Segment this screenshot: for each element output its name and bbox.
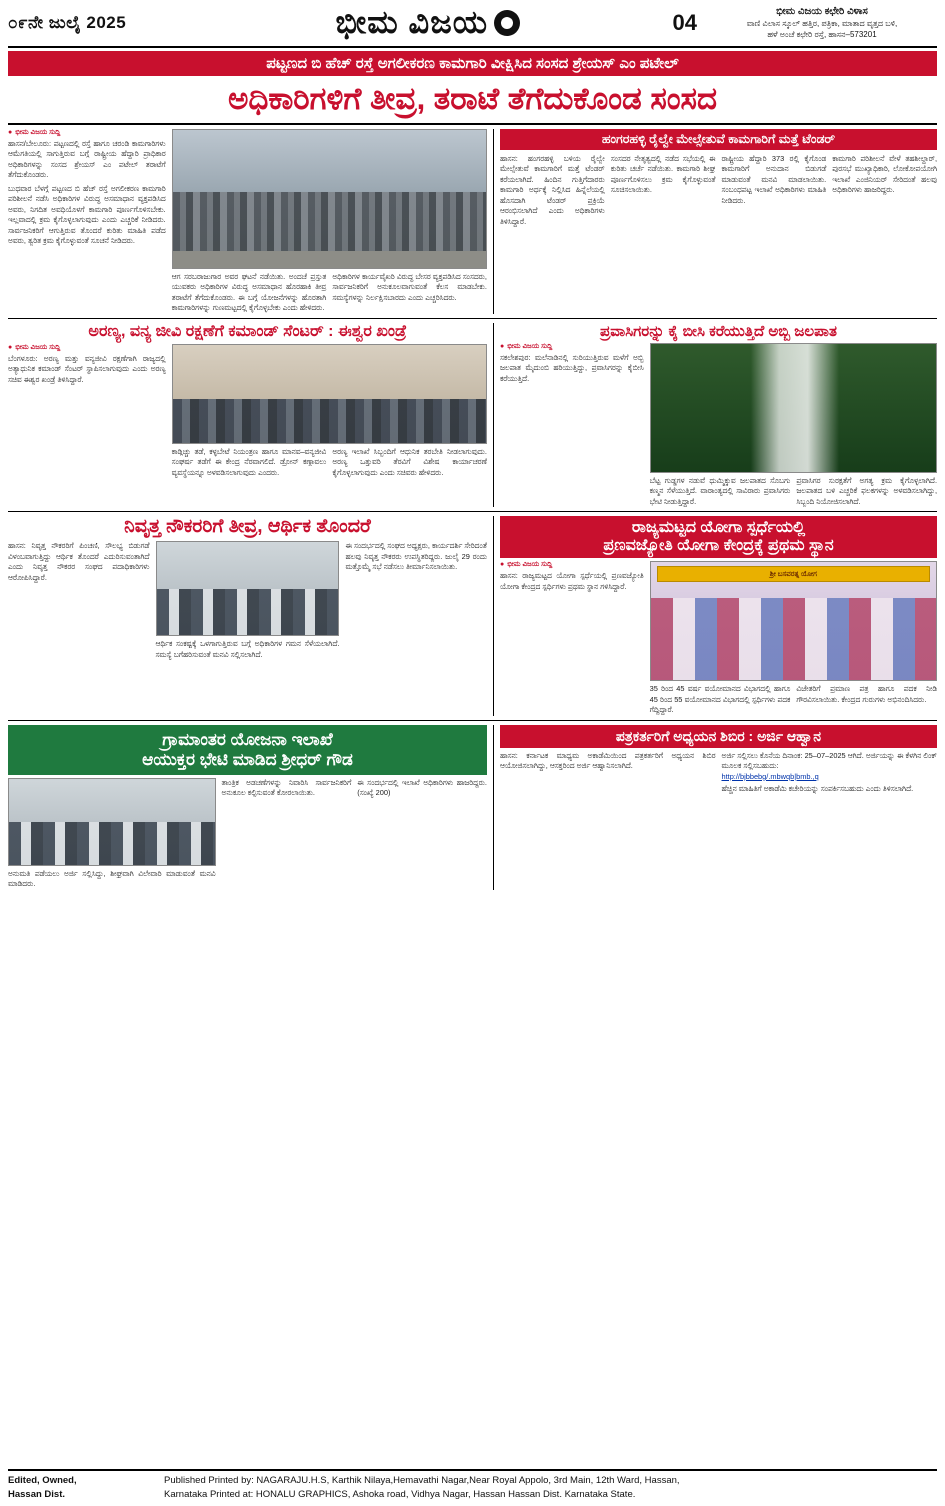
logo-icon (494, 10, 520, 36)
yoga-byline: ● ಭೀಮ ವಿಜಯ ಸುದ್ದಿ (500, 561, 644, 569)
yoga-para-2: 35 ರಿಂದ 45 ವರ್ಷ ವಯೋಮಾನದ ವಿಭಾಗದಲ್ಲಿ ಹಾಗೂ 45 ರಿಂದ 55 ವಯೋಮಾನದ ವಿಭಾಗದಲ್ಲಿ ಸ್ಪರ್ಧಿಗಳು ಪದಕ ಗೆದ್ದಿದ್ದಾರೆ. (649, 684, 791, 715)
footer-left (8, 1474, 158, 1503)
page-number: 04 (672, 10, 697, 35)
falls-col-1 (500, 343, 644, 508)
pension-para-2: ಆರ್ಥಿಕ ಸಂಕಷ್ಟಕ್ಕೆ ಒಳಗಾಗುತ್ತಿರುವ ಬಗ್ಗೆ ಅಧಿಕಾರಿಗಳ ಗಮನ ಸೆಳೆಯಲಾಗಿದೆ. ಸಮಸ್ಯೆ ಬಗೆಹರಿಸುವಂತೆ ಮನವಿ ಸಲ್ಲಿಸಲಾಗಿದೆ. (155, 639, 340, 659)
forest-title: ಅರಣ್ಯ, ವನ್ಯ ಜೀವಿ ರಕ್ಷಣೆಗೆ ಕಮಾಂಡ್ ಸೆಂಟರ್ : ಈಶ್ವರ ಖಂಡ್ರೆ (88, 322, 407, 340)
journalist-para-3: ಹೆಚ್ಚಿನ ಮಾಹಿತಿಗೆ ಅಕಾಡೆಮಿ ಕಚೇರಿಯನ್ನು ಸಂಪರ್ಕಿಸಬಹುದು ಎಂದು ತಿಳಿಸಲಾಗಿದೆ. (721, 784, 914, 794)
rail-para-1: ಹಾಸನ: ಹಂಗರಹಳ್ಳಿ ಬಳಿಯ ರೈಲ್ವೇ ಮೇಲ್ಸೇತುವೆ ಕಾಮಗಾರಿಗೆ ಮತ್ತೆ ಟೆಂಡರ್ ಕರೆಯಲಾಗಿದೆ. ಹಿಂದಿನ ಗುತ್ತಿಗೆದಾರರು ಕಾಮಗಾರಿ ಅರ್ಧಕ್ಕೆ ನಿಲ್ಲಿಸಿದ ಹಿನ್ನೆಲೆಯಲ್ಲಿ ಹೊಸದಾಗಿ ಟೆಂಡರ್ ಪ್ರಕ್ರಿಯೆ ಆರಂಭಿಸಲಾಗಿದೆ ಎಂದು ಅಧಿಕಾರಿಗಳು ತಿಳಿಸಿದ್ದಾರೆ. (499, 153, 605, 226)
footer-line-1: Published Printed by: NAGARAJU.H.S, Karthik Nilaya,Hemavathi Nagar,Near Royal Appolo, 3rd Main, 12th Ward, Hassan, (164, 1474, 680, 1486)
yoga-photo-banner: ಶ್ರೀ ಬಸವರತ್ನ ಯೋಗ (657, 566, 930, 582)
yoga-para-3: ವಿಜೇತರಿಗೆ ಪ್ರಮಾಣ ಪತ್ರ ಹಾಗೂ ಪದಕ ನೀಡಿ ಗೌರವಿಸಲಾಯಿತು. ಕೇಂದ್ರದ ಗುರುಗಳು ಅಭಿನಂದಿಸಿದರು. (796, 684, 938, 704)
pension-story (8, 516, 487, 716)
forest-col-1 (8, 344, 166, 479)
rural-photo (8, 778, 216, 866)
divider-1 (8, 318, 937, 319)
divider-3 (8, 720, 937, 721)
rural-para-2: ತಾಂತ್ರಿಕ ಅಡಚಣೆಗಳನ್ನು ನಿವಾರಿಸಿ ಸಾರ್ವಜನಿಕರಿಗೆ ಅನುಕೂಲ ಕಲ್ಪಿಸುವಂತೆ ಕೋರಲಾಯಿತು. (221, 777, 352, 798)
forest-para-2: ಕಾಡ್ಗಿಚ್ಚು ತಡೆ, ಕಳ್ಳಬೇಟೆ ನಿಯಂತ್ರಣ ಹಾಗೂ ಮಾನವ–ವನ್ಯಜೀವಿ ಸಂಘರ್ಷ ತಡೆಗೆ ಈ ಕೇಂದ್ರ ನೆರವಾಗಲಿದೆ. ಡ್ರೋನ್ ಕಣ್ಗಾವಲು ವ್ಯವಸ್ಥೆಯನ್ನೂ ಅಳವಡಿಸಲಾಗುವುದು ಎಂದರು. (171, 446, 327, 477)
lead-story-columns (8, 129, 487, 314)
rail-para-4: ಕಾಮಗಾರಿ ಪರಿಶೀಲನೆ ವೇಳೆ ತಹಶೀಲ್ದಾರ್, ಪುರಸಭೆ ಮುಖ್ಯಾಧಿಕಾರಿ, ಲೋಕೋಪಯೋಗಿ ಇಲಾಖೆ ಎಂಜಿನಿಯರ್ ಸೇರಿದಂತೆ ಹಲವು ಅಧಿಕಾರಿಗಳು ಹಾಜರಿದ್ದರು. (832, 153, 938, 195)
office-address (707, 5, 937, 40)
journalist-story (493, 725, 937, 890)
yoga-col-1 (500, 561, 644, 716)
footer-left-line1: Edited, Owned, (8, 1474, 77, 1486)
falls-para-3: ಪ್ರವಾಸಿಗರ ಸುರಕ್ಷತೆಗೆ ಅಗತ್ಯ ಕ್ರಮ ಕೈಗೊಳ್ಳಲಾಗಿದೆ. ಜಲಪಾತದ ಬಳಿ ಎಚ್ಚರಿಕೆ ಫಲಕಗಳನ್ನು ಅಳವಡಿಸಲಾಗಿದ್ದು, ಸಿಬ್ಬಂದಿ ನಿಯೋಜಿಸಲಾಗಿದೆ. (796, 475, 938, 506)
rural-photo-col (8, 778, 216, 890)
application-link[interactable]: http://bjbbebg/.mbwqb|bmb.,q (721, 771, 819, 781)
forest-para-1: ಬೆಂಗಳೂರು: ಅರಣ್ಯ ಮತ್ತು ವನ್ಯಜೀವಿ ರಕ್ಷಣೆಗಾಗಿ ರಾಜ್ಯದಲ್ಲಿ ಅತ್ಯಾಧುನಿಕ ಕಮಾಂಡ್ ಸೆಂಟರ್ ಸ್ಥಾಪಿಸಲಾಗುವುದು ಎಂದು ಅರಣ್ಯ ಸಚಿವ ಈಶ್ವರ ಖಂಡ್ರೆ ತಿಳಿಸಿದ್ದಾರೆ. (8, 353, 166, 384)
forest-story (8, 323, 487, 508)
yoga-title-line1: ರಾಜ್ಯಮಟ್ಟದ ಯೋಗಾ ಸ್ಪರ್ಧೆಯಲ್ಲಿ (631, 519, 806, 537)
rural-para-1: ಅನುಮತಿ ಪಡೆಯಲು ಅರ್ಜಿ ಸಲ್ಲಿಸಿದ್ದು, ಶೀಘ್ರವಾಗಿ ವಿಲೇವಾರಿ ಮಾಡುವಂತೆ ಮನವಿ ಮಾಡಿದರು. (8, 868, 216, 889)
lead-photo-col (172, 129, 487, 314)
pension-para-1: ಹಾಸನ: ನಿವೃತ್ತ ನೌಕರರಿಗೆ ಪಿಂಚಣಿ, ಸೌಲಭ್ಯ ಬಿಡುಗಡೆ ವಿಳಂಬವಾಗುತ್ತಿದ್ದು ಆರ್ಥಿಕ ತೊಂದರೆ ಎದುರಿಸುವಂತಾಗಿದೆ ಎಂದು ನಿವೃತ್ತ ನೌಕರರ ಸಂಘದ ಪದಾಧಿಕಾರಿಗಳು ಆರೋಪಿಸಿದ್ದಾರೆ. (8, 541, 150, 582)
page-footer (8, 1469, 937, 1503)
rail-para-2: ಸಂಸದರ ನೇತೃತ್ವದಲ್ಲಿ ನಡೆದ ಸಭೆಯಲ್ಲಿ ಈ ಕುರಿತು ಚರ್ಚೆ ನಡೆಯಿತು. ಕಾಮಗಾರಿ ಶೀಘ್ರ ಪೂರ್ಣಗೊಳಿಸಲು ಕ್ರಮ ಕೈಗೊಳ್ಳುವಂತೆ ಸೂಚಿಸಲಾಯಿತು. (610, 153, 716, 195)
pension-photo (156, 541, 340, 636)
forest-photo (172, 344, 487, 444)
yoga-para-1: ಹಾಸನ: ರಾಜ್ಯಮಟ್ಟದ ಯೋಗಾ ಸ್ಪರ್ಧೆಯಲ್ಲಿ ಪ್ರಣವಜ್ಯೋತಿ ಯೋಗಾ ಕೇಂದ್ರದ ಸ್ಪರ್ಧಿಗಳು ಪ್ರಥಮ ಸ್ಥಾನ ಗಳಿಸಿದ್ದಾರೆ. (499, 571, 644, 591)
footer-line-2: Karnataka Printed at: HONALU GRAPHICS, Ashoka road, Vidhya Nagar, Hassan Hassan Dist. Karnataka State. (164, 1488, 636, 1500)
forest-photo-col (172, 344, 487, 479)
yoga-title-line2: ಪ್ರಣವಜ್ಯೋತಿ ಯೋಗಾ ಕೇಂದ್ರಕ್ಕೆ ಪ್ರಥಮ ಸ್ಥಾನ (603, 537, 834, 555)
lead-story (8, 129, 487, 314)
top-section (8, 129, 937, 314)
rural-title-line2: ಆಯುಕ್ತರ ಭೇಟಿ ಮಾಡಿದ ಶ್ರೀಧರ್ ಗೌಡ (142, 749, 353, 769)
rural-story (8, 725, 487, 890)
rail-story (493, 129, 937, 314)
pension-title: ನಿವೃತ್ತ ನೌಕರರಿಗೆ ತೀವ್ರ, ಆರ್ಥಿಕ ತೊಂದರೆ (124, 516, 371, 538)
bottom-section (8, 725, 937, 890)
pension-para-3: ಈ ಸಂದರ್ಭದಲ್ಲಿ ಸಂಘದ ಅಧ್ಯಕ್ಷರು, ಕಾರ್ಯದರ್ಶಿ ಸೇರಿದಂತೆ ಹಲವು ನಿವೃತ್ತ ನೌಕರರು ಉಪಸ್ಥಿತರಿದ್ದರು. ಜುಲೈ 29 ರಂದು ಮತ್ತೊಮ್ಮೆ ಸಭೆ ನಡೆಸಲು ತೀರ್ಮಾನಿಸಲಾಯಿತು. (345, 541, 487, 572)
rural-para-3: ಈ ಸಂದರ್ಭದಲ್ಲಿ ಇಲಾಖೆ ಅಧಿಕಾರಿಗಳು ಹಾಜರಿದ್ದರು. (ಸಂಖ್ಯೆ 200) (357, 777, 487, 798)
falls-para-1: ಸಕಲೇಶಪುರ: ಮಲೆನಾಡಿನಲ್ಲಿ ಸುರಿಯುತ್ತಿರುವ ಮಳೆಗೆ ಅಬ್ಬಿ ಜಲಪಾತ ಮೈದುಂಬಿ ಹರಿಯುತ್ತಿದ್ದು, ಪ್ರವಾಸಿಗರನ್ನು ಕೈಬೀಸಿ ಕರೆಯುತ್ತಿದೆ. (499, 352, 644, 383)
lead-para-1: ಹಾಸನ/ಬೇಲೂರು: ಪಟ್ಟಣದಲ್ಲಿ ರಸ್ತೆ ಹಾಗೂ ಚರಂಡಿ ಕಾಮಗಾರಿಗಳು ಆಮೆಗತಿಯಲ್ಲಿ ಸಾಗುತ್ತಿರುವ ಬಗ್ಗೆ ರಾಷ್ಟ್ರೀಯ ಹೆದ್ದಾರಿ ಪ್ರಾಧಿಕಾರ ಅಧಿಕಾರಿಗಳನ್ನು ಸಂಸದ ಶ್ರೇಯಸ್ ಎಂ ಪಟೇಲ್ ತರಾಟೆಗೆ ತೆಗೆದುಕೊಂಡರು. (8, 138, 166, 180)
office-address-title: ಭೀಮ ವಿಜಯ ಕಛೇರಿ ವಿಳಾಸ (776, 6, 868, 18)
masthead-center (193, 4, 663, 42)
lead-para-3: ಅಧಿಕಾರಿಗಳ ಕಾರ್ಯವೈಖರಿ ವಿರುದ್ಧ ಬೇಸರ ವ್ಯಕ್ತಪಡಿಸಿದ ಸಂಸದರು, ಸಾರ್ವಜನಿಕರಿಗೆ ಅನುಕೂಲವಾಗುವಂತೆ ಕೆಲಸ ಮಾಡಬೇಕು. ಸಮಸ್ಯೆಗಳನ್ನು ನಿರ್ಲಕ್ಷಿಸಬಾರದು ಎಂದು ಎಚ್ಚರಿಸಿದರು. (332, 271, 487, 302)
masthead (8, 4, 937, 48)
kicker-banner: ಪಟ್ಟಣದ ಬಿ ಹೆಚ್ ರಸ್ತೆ ಅಗಲೀಕರಣ ಕಾಮಗಾರಿ ವೀಕ್ಷಿಸಿದ ಸಂಸದ ಶ್ರೇಯಸ್ ಎಂ ಪಟೇಲ್ (8, 51, 937, 76)
forest-byline: ● ಭೀಮ ವಿಜಯ ಸುದ್ದಿ (8, 344, 166, 352)
rural-title (8, 725, 487, 775)
office-address-line3: ಹಳೆ ಅಂಚೆ ಕಛೇರಿ ರಸ್ತೆ, ಹಾಸನ–573201 (767, 29, 877, 39)
rail-title: ಹಂಗರಹಳ್ಳಿ ರೈಲ್ವೇ ಮೇಲ್ಸೇತುವೆ ಕಾಮಗಾರಿಗೆ ಮತ್ತೆ ಟೆಂಡರ್ (500, 129, 937, 150)
publication-title (193, 4, 663, 42)
lead-photo (172, 129, 487, 269)
yoga-story (493, 516, 937, 716)
office-address-line2: ವಾಣಿ ವಿಲಾಸ ಸ್ಕೂಲ್ ಹತ್ತಿರ, ಪತ್ರಿಕಾ, ಮಾತಾದ ವೃತ್ತದ ಬಳಿ, (746, 18, 898, 28)
lead-para-2: ಆಗ ಸರಬರಾಜುಗಾರ ಅವರ ಘಟನೆ ನಡೆಯಿತು. ಅಂದಚೆ ಪ್ರಸ್ತುತ ಯುವಕರು ಅಧಿಕಾರಿಗಳ ವಿರುದ್ಧ ಅಸಮಾಧಾನ ಹೊರಹಾಕಿ ತೀವ್ರ ತರಾಟೆಗೆ ತೆಗೆದುಕೊಂಡರು. ಈ ಬಗ್ಗೆ ಯೋಜನೆಗಳನ್ನು ಹೊರತಾಗಿ ಕಾಮಗಾರಿಗಳನ್ನು ಗುಣಮಟ್ಟದಲ್ಲಿ ಕೈಗೊಳ್ಳಬೇಕು ಎಂದು ಹೇಳಿದರು. (171, 271, 327, 313)
falls-photo-col (650, 343, 937, 508)
yoga-title (500, 516, 937, 558)
falls-photo (650, 343, 937, 473)
journalist-col-2 (721, 751, 937, 795)
rail-para-3: ರಾಷ್ಟ್ರೀಯ ಹೆದ್ದಾರಿ 373 ರಲ್ಲಿ ಕೈಗೊಂಡ ಕಾಮಗಾರಿಗೆ ಅನುದಾನ ಬಿಡುಗಡೆ ಮಾಡುವಂತೆ ಮನವಿ ಮಾಡಲಾಯಿತು. ಸಂಬಂಧಪಟ್ಟ ಇಲಾಖೆ ಅಧಿಕಾರಿಗಳು ಮಾಹಿತಿ ನೀಡಿದರು. (721, 153, 827, 205)
yoga-photo (650, 561, 937, 681)
journalist-para-2: ಅರ್ಜಿ ಸಲ್ಲಿಸಲು ಕೊನೆಯ ದಿನಾಂಕ: 25–07–2025 ಆಗಿದೆ. ಅರ್ಜಿಯನ್ನು ಈ ಕೆಳಗಿನ ಲಿಂಕ್ ಮೂಲಕ ಸಲ್ಲಿಸಬಹುದು: (721, 750, 938, 771)
mid-section (8, 323, 937, 508)
yoga-photo-col (650, 561, 937, 716)
lead-byline: ● ಭೀಮ ವಿಜಯ ಸುದ್ದಿ (8, 129, 166, 137)
masthead-title-text: ಭೀಮ ವಿಜಯ (335, 4, 488, 40)
issue-date: ೦೯ನೇ ಜುಲೈ 2025 (8, 13, 127, 32)
lower-section (8, 516, 937, 716)
falls-para-2: ಬೆಟ್ಟ ಗುಡ್ಡಗಳ ನಡುವೆ ಧುಮ್ಮಿಕ್ಕುವ ಜಲಪಾತದ ಸೊಬಗು ಕಣ್ಮನ ಸೆಳೆಯುತ್ತಿದೆ. ವಾರಾಂತ್ಯದಲ್ಲಿ ಸಾವಿರಾರು ಪ್ರವಾಸಿಗರು ಭೇಟಿ ನೀಡುತ್ತಿದ್ದಾರೆ. (649, 475, 791, 506)
main-headline: ಅಧಿಕಾರಿಗಳಿಗೆ ತೀವ್ರ, ತರಾಟೆ ತೆಗೆದುಕೊಂಡ ಸಂಸದ (8, 76, 937, 125)
lead-col-1 (8, 129, 166, 314)
journalist-title: ಪತ್ರಕರ್ತರಿಗೆ ಅಧ್ಯಯನ ಶಿಬಿರ : ಅರ್ಜಿ ಆಹ್ವಾನ (500, 725, 937, 748)
rural-title-line1: ಗ್ರಾಮಾಂತರ ಯೋಜನಾ ಇಲಾಖೆ (162, 729, 333, 749)
lead-para-1b: ಬುಧವಾರ ಬೆಳಗ್ಗೆ ಪಟ್ಟಣದ ಬಿ ಹೆಚ್ ರಸ್ತೆ ಅಗಲೀಕರಣ ಕಾಮಗಾರಿ ಪರಿಶೀಲನೆ ನಡೆಸಿ ಅಧಿಕಾರಿಗಳ ವಿರುದ್ಧ ಅಸಮಾಧಾನ ವ್ಯಕ್ತಪಡಿಸಿದ ಅವರು, ನಿಗದಿತ ಅವಧಿಯೊಳಗೆ ಕಾಮಗಾರಿ ಪೂರ್ಣಗೊಳಿಸಬೇಕು. ಇಲ್ಲವಾದಲ್ಲಿ ಕ್ರಮ ಕೈಗೊಳ್ಳಲಾಗುವುದು ಎಂದು ಎಚ್ಚರಿಕೆ ನೀಡಿದರು. ಸಾರ್ವಜನಿಕರಿಗೆ ಆಗುತ್ತಿರುವ ತೊಂದರೆ ಕುರಿತು ಮಾಹಿತಿ ಪಡೆದ ಅವರು, ತ್ವರಿತ ಕ್ರಮ ಕೈಗೊಳ್ಳುವಂತೆ ಸೂಚನೆ ನೀಡಿದರು. (8, 183, 166, 246)
footer-left-line2: Hassan Dist. (8, 1488, 66, 1500)
pension-photo-col (156, 541, 340, 660)
falls-story (493, 323, 937, 508)
journalist-para-1: ಹಾಸನ: ಕರ್ನಾಟಕ ಮಾಧ್ಯಮ ಅಕಾಡೆಮಿಯಿಂದ ಪತ್ರಕರ್ತರಿಗೆ ಅಧ್ಯಯನ ಶಿಬಿರ ಆಯೋಜಿಸಲಾಗಿದ್ದು, ಆಸಕ್ತರಿಂದ ಅರ್ಜಿ ಆಹ್ವಾನಿಸಲಾಗಿದೆ. (499, 750, 716, 771)
divider-2 (8, 511, 937, 512)
falls-byline: ● ಭೀಮ ವಿಜಯ ಸುದ್ದಿ (500, 343, 644, 351)
forest-para-3: ಅರಣ್ಯ ಇಲಾಖೆ ಸಿಬ್ಬಂದಿಗೆ ಆಧುನಿಕ ತರಬೇತಿ ನೀಡಲಾಗುವುದು. ಅರಣ್ಯ ಒತ್ತುವರಿ ತೆರವಿಗೆ ವಿಶೇಷ ಕಾರ್ಯಾಚರಣೆ ಕೈಗೊಳ್ಳಲಾಗುವುದು ಎಂದು ಸಚಿವರು ಹೇಳಿದರು. (332, 446, 487, 477)
falls-title: ಪ್ರವಾಸಿಗರನ್ನು ಕೈ ಬೀಸಿ ಕರೆಯುತ್ತಿದೆ ಅಬ್ಬಿ ಜಲಪಾತ (600, 322, 837, 340)
